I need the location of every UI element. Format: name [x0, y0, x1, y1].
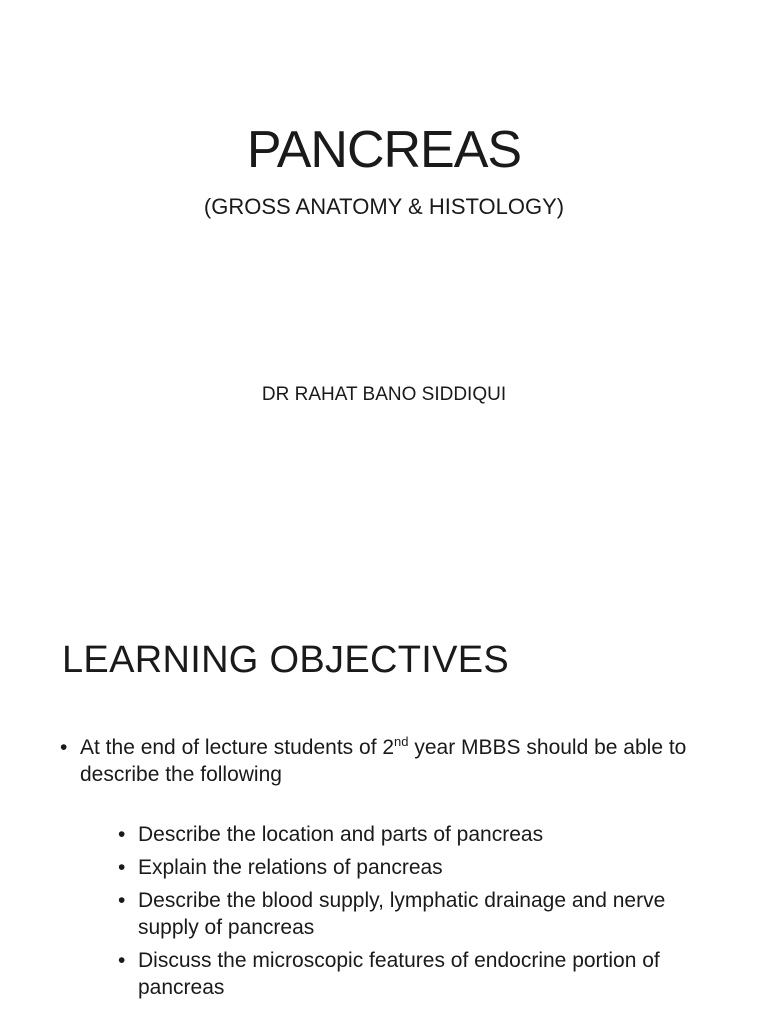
slide-subtitle: (GROSS ANATOMY & HISTOLOGY) [203, 194, 565, 219]
list-item [118, 887, 720, 941]
list-item [118, 947, 720, 1001]
slide-title: PANCREAS [246, 121, 522, 179]
intro-text-before: At the end of lecture students of 2 [80, 736, 395, 759]
objective-text: Describe the blood supply, lymphatic drainage and nerve supply of pancreas [138, 889, 666, 939]
ordinal-suffix: nd [394, 734, 409, 749]
intro-bullet [60, 734, 720, 1001]
list-item [118, 821, 720, 848]
list-item [118, 854, 720, 881]
bullet-icon: • [118, 949, 126, 972]
objective-text: Discuss the microscopic features of endocrine portion of pancreas [138, 949, 660, 999]
bullet-icon: • [118, 823, 126, 846]
objectives-slide [0, 576, 768, 1024]
bullet-icon: • [118, 856, 126, 879]
objectives-sublist [118, 821, 720, 1001]
objective-text: Describe the location and parts of pancreas [138, 823, 544, 846]
intro-text-after: year MBBS should be able to describe the following [80, 736, 687, 786]
author-name: DR RAHAT BANO SIDDIQUI [261, 384, 507, 405]
objectives-bullet-list [60, 734, 720, 1007]
objectives-heading: LEARNING OBJECTIVES [62, 639, 510, 681]
bullet-icon: • [118, 889, 126, 912]
objective-text: Explain the relations of pancreas [138, 856, 443, 879]
bullet-icon: • [60, 736, 68, 759]
